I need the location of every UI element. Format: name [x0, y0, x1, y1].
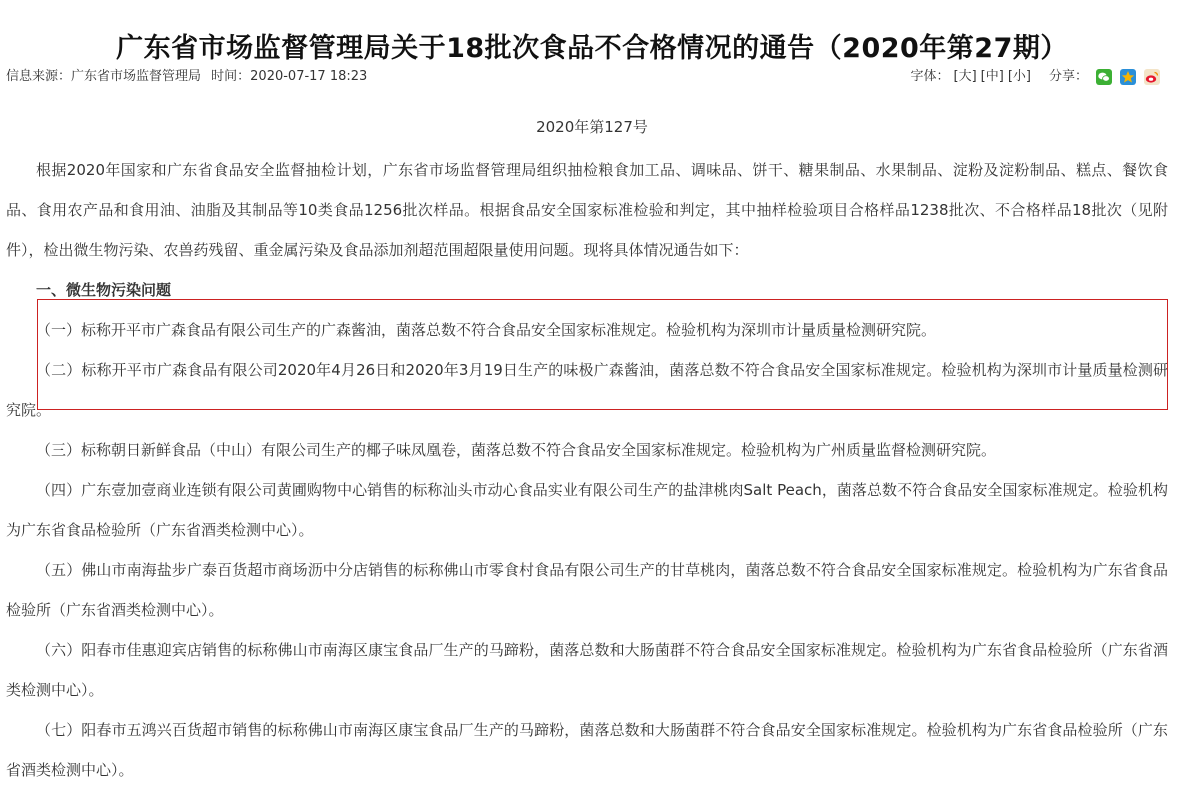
- qzone-icon[interactable]: [1120, 69, 1136, 85]
- article-tools: [911, 67, 1161, 87]
- article-paragraph: （六）阳春市佳惠迎宾店销售的标称佛山市南海区康宝食品厂生产的马蹄粉，菌落总数和大肠菌群不符合食品安全国家标准规定。检验机构为广东省食品检验所（广东省酒类检测中心）。: [6, 641, 1168, 699]
- article-paragraph: （二）标称开平市广森食品有限公司2020年4月26日和2020年3月19日生产的味极广森酱油，菌落总数不符合食品安全国家标准规定。检验机构为深圳市计量质量检测研究院。: [6, 361, 1168, 419]
- article-paragraph: （五）佛山市南海盐步广泰百货超市商场沥中分店销售的标称佛山市零食村食品有限公司生产的甘草桃肉，菌落总数不符合食品安全国家标准规定。检验机构为广东省食品检验所（广东省酒类检测中心）。: [6, 561, 1168, 619]
- issue-number: 2020年第127号: [536, 118, 648, 136]
- article-paragraph: （七）阳春市五鸿兴百货超市销售的标称佛山市南海区康宝食品厂生产的马蹄粉，菌落总数和大肠菌群不符合食品安全国家标准规定。检验机构为广东省食品检验所（广东省酒类检测中心）。: [6, 721, 1168, 779]
- font-size-label: 字体：: [910, 69, 950, 84]
- wechat-icon[interactable]: [1096, 69, 1112, 85]
- article-paragraph: （三）标称朝日新鲜食品（中山）有限公司生产的椰子味凤凰卷，菌落总数不符合食品安全国家标准规定。检验机构为广州质量监督检测研究院。: [36, 441, 997, 459]
- font-size-large-button[interactable]: [大]: [953, 69, 977, 84]
- article-paragraph: 根据2020年国家和广东省食品安全监督抽检计划，广东省市场监督管理局组织抽检粮食加工品、调味品、饼干、糖果制品、水果制品、淀粉及淀粉制品、糕点、餐饮食品、食用农产品和食用油、油脂及其制品等10类食品1256批次样品。根据食品安全国家标准检验和判定，其中抽样检验项目合格样品1238批次、不合格样品18批次（见附件），检出微生物污染、农兽药残留、重金属污染及食品添加剂超范围超限量使用问题。现将具体情况通告如下：: [6, 161, 1168, 259]
- weibo-icon[interactable]: [1144, 69, 1160, 85]
- article-paragraph: （一）标称开平市广森食品有限公司生产的广森酱油，菌落总数不符合食品安全国家标准规定。检验机构为深圳市计量质量检测研究院。: [36, 321, 937, 339]
- section-heading: 一、微生物污染问题: [36, 281, 172, 299]
- article-paragraph: （四）广东壹加壹商业连锁有限公司黄圃购物中心销售的标称汕头市动心食品实业有限公司生产的盐津桃肉Salt Peach，菌落总数不符合食品安全国家标准规定。检验机构为广东省食品检验所（广东省酒类检测中心）。: [6, 481, 1168, 539]
- publish-time: 时间：2020-07-17 18:23: [211, 69, 368, 84]
- font-size-small-button[interactable]: [小]: [1007, 69, 1031, 84]
- article-content: [6, 150, 1168, 790]
- font-size-medium-button[interactable]: [中]: [980, 69, 1004, 84]
- page-title: 广东省市场监督管理局关于18批次食品不合格情况的通告（2020年第27期）: [116, 33, 1068, 65]
- share-label: 分享：: [1048, 69, 1088, 84]
- article-meta: [6, 68, 373, 86]
- info-source: 信息来源：广东省市场监督管理局: [6, 69, 202, 84]
